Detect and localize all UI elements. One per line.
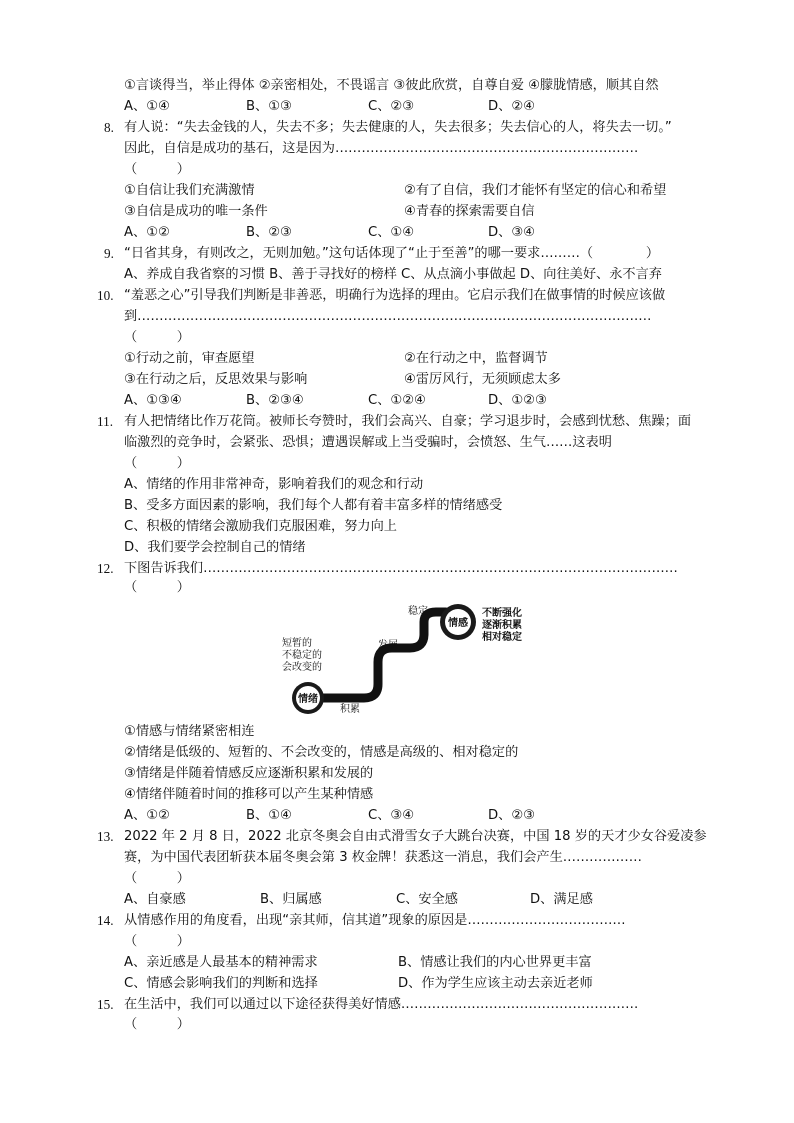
q11-stem-line2: 临激烈的竞争时，会紧张、恐惧；遭遇误解或上当受骗时，会愤怒、生气……这表明 bbox=[124, 435, 612, 450]
q7-statements: ①言谈得当，举止得体 ②亲密相处，不畏谣言 ③彼此欣赏，自尊自爱 ④朦胧情感，顺其自然 bbox=[124, 78, 659, 93]
q14-option-b: B、情感让我们的内心世界更丰富 bbox=[398, 955, 592, 970]
right-desc-3: 相对稳定 bbox=[482, 632, 522, 643]
q11-option-d: D、我们要学会控制自己的情绪 bbox=[124, 540, 306, 555]
q15-answer-bracket: （ ） bbox=[124, 1017, 190, 1032]
q8-option-a: A、①② bbox=[124, 225, 170, 240]
q7-option-d: D、②④ bbox=[488, 99, 535, 114]
q11-option-c: C、积极的情绪会激励我们克服困难，努力向上 bbox=[124, 519, 397, 534]
q11-answer-bracket: （ ） bbox=[124, 456, 190, 471]
q10-number: 10. bbox=[97, 288, 114, 303]
q12-number: 12. bbox=[97, 561, 114, 576]
right-desc-1: 不断强化 bbox=[482, 608, 522, 619]
q9-stem: “日省其身，有则改之，无则加勉。”这句话体现了“止于至善”的哪一要求………（ ） bbox=[124, 246, 660, 261]
q10-answer-bracket: （ ） bbox=[124, 330, 190, 345]
q13-stem-line2: 赛，为中国代表团斩获本届冬奥会第 3 枚金牌！获悉这一消息，我们会产生……………… bbox=[124, 850, 642, 865]
q10-option-d: D、①②③ bbox=[488, 393, 547, 408]
q10-item-3: ③在行动之后，反思效果与影响 bbox=[124, 372, 308, 387]
q10-item-4: ④雷厉风行，无须顾虑太多 bbox=[404, 372, 561, 387]
q12-item-3: ③情绪是伴随着情感反应逐渐积累和发展的 bbox=[124, 766, 374, 781]
q12-option-c: C、③④ bbox=[368, 808, 415, 823]
q15-number: 15. bbox=[97, 997, 114, 1012]
q11-number: 11. bbox=[97, 414, 113, 429]
node-feeling-label: 情感 bbox=[448, 618, 468, 629]
q12-item-1: ①情感与情绪紧密相连 bbox=[124, 724, 255, 739]
q9-number: 9. bbox=[104, 246, 114, 261]
q14-number: 14. bbox=[97, 913, 114, 928]
q10-option-a: A、①③④ bbox=[124, 393, 182, 408]
q8-option-d: D、③④ bbox=[488, 225, 535, 240]
q8-stem-line2: 因此，自信是成功的基石，这是因为…………………………………………………………… bbox=[124, 141, 639, 156]
q13-option-c: C、安全感 bbox=[396, 892, 458, 907]
label-accumulate: 积累 bbox=[340, 704, 360, 715]
q8-option-b: B、②③ bbox=[246, 225, 292, 240]
q8-item-4: ④青春的探索需要自信 bbox=[404, 204, 535, 219]
q13-answer-bracket: （ ） bbox=[124, 871, 190, 886]
q13-option-b: B、归属感 bbox=[260, 892, 322, 907]
q8-item-3: ③自信是成功的唯一条件 bbox=[124, 204, 268, 219]
q12-stem: 下图告诉我们……………………………………………………………………………………………… bbox=[124, 561, 678, 576]
q13-number: 13. bbox=[97, 829, 114, 844]
q13-option-d: D、满足感 bbox=[530, 892, 593, 907]
q14-stem: 从情感作用的角度看，出现“亲其师，信其道”现象的原因是……………………………… bbox=[124, 913, 626, 928]
right-node bbox=[440, 604, 476, 640]
q12-option-b: B、①④ bbox=[246, 808, 292, 823]
q12-option-a: A、①② bbox=[124, 808, 170, 823]
q14-option-d: D、作为学生应该主动去亲近老师 bbox=[398, 976, 593, 991]
q8-option-c: C、①④ bbox=[368, 225, 415, 240]
q10-option-b: B、②③④ bbox=[246, 393, 304, 408]
q11-stem-line1: 有人把情绪比作万花筒。被师长夸赞时，我们会高兴、自豪；学习退步时，会感到忧愁、焦躁；面 bbox=[124, 414, 692, 429]
staircase-path bbox=[314, 612, 446, 698]
q11-option-a: A、情绪的作用非常神奇，影响着我们的观念和行动 bbox=[124, 477, 424, 492]
left-node bbox=[292, 682, 324, 714]
q8-stem-line1: 有人说：“失去金钱的人，失去不多；失去健康的人，失去很多；失去信心的人，将失去一切。” bbox=[124, 120, 672, 135]
q9-options: A、养成自我省察的习惯 B、善于寻找好的榜样 C、从点滴小事做起 D、向往美好、永不言弃 bbox=[124, 267, 662, 282]
q10-item-2: ②在行动之中，监督调节 bbox=[404, 351, 548, 366]
left-desc-2: 不稳定的 bbox=[282, 650, 322, 661]
q7-option-b: B、①③ bbox=[246, 99, 292, 114]
right-desc-2: 逐渐积累 bbox=[482, 620, 522, 631]
label-stable: 稳定 bbox=[408, 606, 428, 617]
q15-stem: 在生活中，我们可以通过以下途径获得美好情感……………………………………………… bbox=[124, 997, 639, 1012]
q10-item-1: ①行动之前，审查愿望 bbox=[124, 351, 255, 366]
q12-item-2: ②情绪是低级的、短暂的、不会改变的，情感是高级的、相对稳定的 bbox=[124, 745, 519, 760]
q14-answer-bracket: （ ） bbox=[124, 934, 190, 949]
q13-stem-line1: 2022 年 2 月 8 日，2022 北京冬奥会自由式滑雪女子大跳台决赛，中国 18 岁的天才少女谷爱凌参 bbox=[124, 829, 707, 844]
q10-option-c: C、①②④ bbox=[368, 393, 426, 408]
label-develop: 发展 bbox=[378, 640, 398, 651]
q10-stem-line2: 到……………………………………………………………………………………………………… bbox=[124, 309, 652, 324]
q12-item-4: ④情绪伴随着时间的推移可以产生某种情感 bbox=[124, 787, 374, 802]
q8-answer-bracket: （ ） bbox=[124, 162, 190, 177]
q14-option-c: C、情感会影响我们的判断和选择 bbox=[124, 976, 318, 991]
q8-item-2: ②有了自信，我们才能怀有坚定的信心和希望 bbox=[404, 183, 667, 198]
left-desc-1: 短暂的 bbox=[282, 638, 312, 649]
node-emotion-label: 情绪 bbox=[298, 694, 318, 705]
q8-item-1: ①自信让我们充满激情 bbox=[124, 183, 255, 198]
q10-stem-line1: “羞恶之心”引导我们判断是非善恶，明确行为选择的理由。它启示我们在做事情的时候应该做 bbox=[124, 288, 666, 303]
q14-option-a: A、亲近感是人最基本的精神需求 bbox=[124, 955, 318, 970]
q7-option-c: C、②③ bbox=[368, 99, 415, 114]
emotion-feeling-diagram bbox=[268, 598, 550, 720]
q8-number: 8. bbox=[104, 120, 114, 135]
q12-answer-bracket: （ ） bbox=[124, 580, 190, 595]
q11-option-b: B、受多方面因素的影响，我们每个人都有着丰富多样的情绪感受 bbox=[124, 498, 503, 513]
q7-option-a: A、①④ bbox=[124, 99, 170, 114]
q13-option-a: A、自豪感 bbox=[124, 892, 186, 907]
left-desc-3: 会改变的 bbox=[282, 662, 322, 673]
q12-option-d: D、②③ bbox=[488, 808, 535, 823]
